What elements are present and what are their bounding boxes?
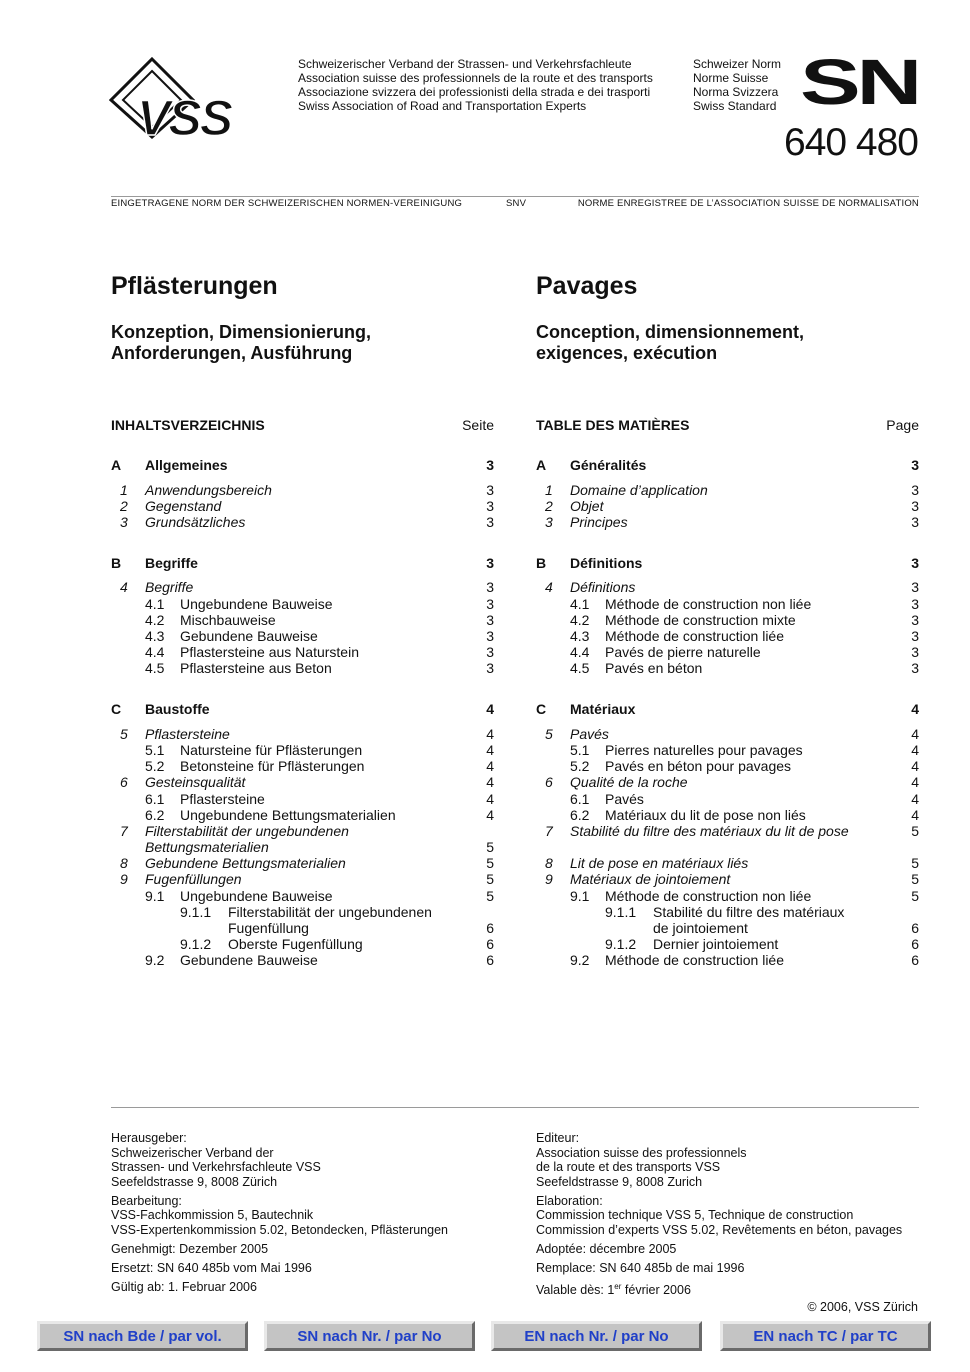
toc-page: 3 [911, 595, 919, 612]
imprint-group [536, 1261, 936, 1276]
toc-page: 3 [911, 611, 919, 628]
toc-entry-row[interactable] [536, 807, 919, 823]
org-line: Associazione svizzera dei professionisti della strada e dei trasporti [298, 85, 651, 99]
valid-from-line [536, 1280, 936, 1298]
imprint-line: de la route et des transports VSS [536, 1160, 721, 1175]
toc-spacer [111, 677, 494, 702]
toc-number: 6 [120, 774, 128, 791]
toc-title: Méthode de construction liée [605, 952, 784, 969]
title-fr: Pavages [536, 272, 638, 300]
toc-title: Principes [570, 514, 628, 531]
std-line: Swiss Standard [693, 99, 777, 113]
toc-title: Matériaux de jointoiement [570, 871, 731, 888]
toc-page: 3 [486, 554, 494, 571]
toc-number: 7 [120, 822, 128, 839]
page-label: Seite [462, 417, 494, 433]
toc-number: 5.2 [145, 758, 165, 775]
org-line: Association suisse des professionnels de la route et des transports [298, 71, 653, 85]
imprint-line: Elaboration: [536, 1193, 603, 1208]
toc-page: 5 [911, 871, 919, 888]
toc-number: 9.2 [570, 952, 590, 969]
toc-page: 4 [486, 741, 494, 758]
toc-title: Baustoffe [145, 701, 210, 718]
toc-page: 4 [486, 790, 494, 807]
toc-number: 2 [120, 497, 128, 514]
sn-logo-text: SN [800, 56, 918, 108]
toc-page: 4 [486, 725, 494, 742]
toc-number: 4.4 [145, 644, 165, 661]
toc-page: 5 [911, 887, 919, 904]
vss-logo-text: VSS [137, 90, 232, 139]
toc-page: 4 [486, 806, 494, 823]
toc-page: 4 [911, 774, 919, 791]
toc-entry-row[interactable] [111, 482, 494, 498]
toc-number: 9.1 [145, 887, 165, 904]
toc-number: 4.5 [145, 660, 165, 677]
std-line: Norma Svizzera [693, 85, 779, 99]
nav-en-by-tc-button[interactable]: EN nach TC / par TC [720, 1321, 931, 1351]
toc-number: 9 [120, 871, 128, 888]
toc-entry-row[interactable] [536, 871, 919, 887]
toc-entry-row[interactable] [536, 936, 919, 952]
toc-page: 4 [911, 806, 919, 823]
toc-title: Méthode de construction mixte [605, 611, 796, 628]
imprint-line: Herausgeber: [111, 1131, 187, 1145]
toc-title: Oberste Fugenfüllung [228, 936, 363, 953]
toc-label: INHALTSVERZEICHNIS [111, 417, 265, 433]
toc-number: C [111, 701, 122, 718]
toc-page: 3 [911, 554, 919, 571]
toc-spacer [536, 677, 919, 702]
toc-title: Anwendungsbereich [145, 481, 272, 498]
toc-title: Begriffe [145, 579, 194, 596]
toc-number: 5.1 [145, 741, 165, 758]
toc-title: Ungebundene Bauweise [180, 595, 333, 612]
toc-section-row[interactable] [111, 555, 494, 571]
toc-page: 3 [486, 628, 494, 644]
toc-entry-row[interactable] [536, 774, 919, 790]
toc-title: Pflastersteine aus Beton [180, 660, 332, 677]
copyright: © 2006, VSS Zürich [807, 1300, 918, 1314]
toc-number: 4.2 [145, 611, 165, 628]
toc-page: 3 [486, 457, 494, 473]
nav-sn-by-number-button[interactable]: SN nach Nr. / par No [264, 1321, 475, 1351]
toc-entry-row[interactable] [536, 514, 919, 530]
toc-title: Généralités [570, 457, 647, 473]
toc-page: 5 [486, 855, 494, 872]
imprint-line: Adoptée: décembre 2005 [536, 1242, 677, 1257]
toc-entry-row[interactable] [111, 644, 494, 660]
toc-title: Pflastersteine [145, 725, 230, 742]
imprint-group [536, 1242, 936, 1257]
toc-title: Bettungsmaterialien [145, 839, 269, 856]
toc-number: 7 [545, 822, 553, 839]
toc-entry-row[interactable] [111, 742, 494, 758]
registration-de: EINGETRAGENE NORM DER SCHWEIZERISCHEN NORMEN-VEREINIGUNG [111, 198, 463, 209]
toc-spacer [111, 717, 494, 726]
toc-number: A [111, 457, 122, 473]
toc-number: 4.5 [570, 660, 590, 677]
toc-spacer [536, 839, 919, 855]
toc-page: 4 [911, 741, 919, 758]
toc-entry-row[interactable] [111, 758, 494, 774]
toc-number: 4 [120, 579, 128, 596]
toc-entry-row[interactable] [111, 774, 494, 790]
toc-page: 3 [486, 579, 494, 596]
toc-page: 3 [911, 644, 919, 661]
toc-page: 5 [486, 839, 494, 856]
imprint-line: Remplace: SN 640 485b de mai 1996 [536, 1261, 745, 1276]
toc-entry-row[interactable] [536, 644, 919, 660]
toc-spacer [536, 473, 919, 482]
toc-title: Pierres naturelles pour pavages [605, 741, 803, 758]
toc-title: Pavés [570, 725, 609, 742]
toc-spacer [536, 571, 919, 580]
toc-number: 9.1.1 [605, 903, 637, 920]
toc-title: Mischbauweise [180, 611, 276, 628]
toc-number: 5.1 [570, 741, 590, 758]
toc-title: Pavés en béton pour pavages [605, 758, 792, 775]
toc-entry-row[interactable] [536, 660, 919, 676]
footer-divider [111, 1107, 919, 1108]
toc-fr [536, 417, 919, 969]
toc-entry-row[interactable] [536, 612, 919, 628]
standard-type-labels [693, 57, 781, 113]
toc-entry-row[interactable] [111, 952, 494, 968]
toc-entry-row[interactable] [536, 628, 919, 644]
toc-page: 4 [911, 758, 919, 775]
toc-number: 4.1 [570, 595, 590, 612]
toc-title: Méthode de construction non liée [605, 887, 812, 904]
toc-title: Pflastersteine aus Naturstein [180, 644, 359, 661]
toc-de [111, 417, 494, 969]
toc-number: 5 [545, 725, 553, 742]
toc-label: TABLE DES MATIÈRES [536, 417, 690, 433]
toc-page: 4 [486, 774, 494, 791]
toc-number: 4 [545, 579, 553, 596]
sn-logo [800, 56, 920, 113]
std-line: Schweizer Norm [693, 57, 782, 71]
toc-page: 6 [486, 920, 494, 936]
toc-title: Qualité de la roche [570, 774, 688, 791]
toc-entry-row[interactable] [111, 660, 494, 676]
header-divider [111, 196, 919, 197]
toc-entry-row[interactable] [536, 904, 919, 920]
toc-entry-row[interactable] [536, 726, 919, 742]
toc-page: 3 [486, 514, 494, 531]
toc-title: Natursteine für Pflästerungen [180, 741, 363, 758]
toc-title: Pavés en béton [605, 660, 703, 677]
toc-section-row[interactable] [111, 457, 494, 473]
toc-number: B [536, 554, 547, 571]
nav-sn-by-volume-button[interactable]: SN nach Bde / par vol. [37, 1321, 248, 1351]
toc-entry-row[interactable] [111, 579, 494, 595]
toc-page: 3 [486, 611, 494, 628]
toc-number: 6.1 [570, 790, 590, 807]
imprint-line: Association suisse des professionnels [536, 1145, 747, 1160]
toc-page: 4 [911, 701, 919, 718]
toc-title: Filterstabilität der ungebundenen [228, 903, 432, 920]
toc-title: Stabilité du filtre des matériaux du lit de pose [570, 822, 849, 839]
toc-title: Gebundene Bauweise [180, 952, 318, 969]
toc-section-row[interactable] [536, 555, 919, 571]
toc-page: 4 [911, 725, 919, 742]
imprint-line: VSS-Fachkommission 5, Bautechnik [111, 1208, 314, 1223]
toc-page: 3 [911, 497, 919, 514]
toc-title: Gebundene Bauweise [180, 628, 318, 644]
toc-page: 3 [486, 595, 494, 612]
registration-fr: NORME ENREGISTREE DE L’ASSOCIATION SUISSE DE NORMALISATION [577, 198, 919, 209]
toc-number: 1 [545, 481, 553, 498]
toc-title: Dernier jointoiement [653, 936, 779, 953]
toc-spacer [111, 530, 494, 555]
toc-page: 4 [911, 790, 919, 807]
toc-number: 9 [545, 871, 553, 888]
subtitle-line: exigences, exécution [536, 343, 718, 363]
toc-entry-row[interactable] [111, 839, 494, 855]
toc-entry-row[interactable] [111, 726, 494, 742]
toc-page: 3 [486, 660, 494, 677]
subtitle-line: Conception, dimensionnement, [536, 322, 805, 342]
toc-spacer [111, 571, 494, 580]
toc-title: Begriffe [145, 554, 198, 571]
toc-number: 3 [545, 514, 553, 531]
toc-number: B [111, 554, 122, 571]
toc-title: Fugenfüllung [228, 920, 309, 936]
toc-number: 6.1 [145, 790, 165, 807]
toc-spacer [536, 530, 919, 555]
toc-entry-row[interactable] [536, 888, 919, 904]
toc-number: 6.2 [145, 806, 165, 823]
toc-page: 3 [486, 644, 494, 661]
valid-prefix: Valable dès: 1 [536, 1283, 615, 1298]
imprint-line: VSS-Expertenkommission 5.02, Betondecken, Pflästerungen [111, 1223, 448, 1238]
toc-entry-row[interactable] [111, 888, 494, 904]
imprint-group [111, 1280, 511, 1295]
subtitle-line: Konzeption, Dimensionierung, [111, 322, 371, 342]
toc-number: 9.1 [570, 887, 590, 904]
imprint-group [536, 1194, 936, 1238]
toc-number: 3 [120, 514, 128, 531]
toc-page: 5 [911, 855, 919, 872]
imprint-group [111, 1194, 511, 1238]
toc-page: 3 [911, 660, 919, 677]
toc-entry-row[interactable] [536, 823, 919, 839]
toc-spacer [111, 473, 494, 482]
toc-entry-row[interactable] [536, 596, 919, 612]
imprint-line: Ersetzt: SN 640 485b vom Mai 1996 [111, 1261, 312, 1276]
imprint-group [536, 1131, 936, 1189]
standard-number: 640 480 [784, 121, 918, 164]
toc-number: 4.1 [145, 595, 165, 612]
page-label: Page [886, 417, 919, 433]
toc-number: 9.2 [145, 952, 165, 969]
toc-title: Méthode de construction liée [605, 628, 784, 644]
toc-title: Ungebundene Bettungsmaterialien [180, 806, 396, 823]
toc-entry-row[interactable] [536, 579, 919, 595]
imprint-group [111, 1242, 511, 1257]
toc-page: 3 [486, 497, 494, 514]
imprint-group [111, 1261, 511, 1276]
toc-entry-row[interactable] [111, 791, 494, 807]
toc-page: 5 [911, 822, 919, 839]
toc-entry-row[interactable] [536, 920, 919, 936]
toc-number: 6.2 [570, 806, 590, 823]
toc-number: 9.1.1 [180, 903, 212, 920]
toc-entry-row[interactable] [111, 596, 494, 612]
toc-title: Pflastersteine [180, 790, 265, 807]
toc-title: Lit de pose en matériaux liés [570, 855, 749, 872]
toc-title: Ungebundene Bauweise [180, 887, 333, 904]
title-de: Pflästerungen [111, 272, 278, 300]
imprint-line: Seefeldstrasse 9, 8008 Zürich [111, 1174, 278, 1189]
toc-entry-row[interactable] [536, 498, 919, 514]
toc-entry-row[interactable] [536, 758, 919, 774]
toc-page: 5 [486, 871, 494, 888]
valid-suffix: février 2006 [621, 1283, 691, 1298]
toc-entry-row[interactable] [111, 514, 494, 530]
org-line: Schweizerischer Verband der Strassen- und Verkehrsfachleute [298, 57, 632, 71]
toc-page: 3 [486, 481, 494, 498]
imprint-line: Bearbeitung: [111, 1193, 182, 1208]
toc-page: 3 [911, 457, 919, 473]
toc-title: Pavés de pierre naturelle [605, 644, 761, 661]
toc-title: Filterstabilität der ungebundenen [145, 822, 349, 839]
imprint-line: Schweizerischer Verband der [111, 1145, 274, 1160]
toc-page: 6 [486, 952, 494, 969]
toc-title: Pavés [605, 790, 644, 807]
toc-number: 2 [545, 497, 553, 514]
toc-entry-row[interactable] [536, 482, 919, 498]
valid-sup: er [614, 1282, 622, 1292]
std-line: Norme Suisse [693, 71, 769, 85]
toc-number: 4.4 [570, 644, 590, 661]
imprint-line: Commission technique VSS 5, Technique de construction [536, 1208, 854, 1223]
subtitle-de [111, 322, 371, 364]
toc-entry-row[interactable] [536, 855, 919, 871]
toc-number: 4.2 [570, 611, 590, 628]
toc-section-row[interactable] [111, 701, 494, 717]
toc-number: 6 [545, 774, 553, 791]
subtitle-line: Anforderungen, Ausführung [111, 343, 353, 363]
toc-header [536, 417, 919, 433]
imprint-group [111, 1131, 511, 1189]
toc-number: 5.2 [570, 758, 590, 775]
registration-snv: SNV [506, 198, 527, 209]
toc-entry-row[interactable] [111, 612, 494, 628]
toc-entry-row[interactable] [111, 936, 494, 952]
toc-page: 6 [911, 952, 919, 969]
toc-entry-row[interactable] [536, 952, 919, 968]
toc-page: 4 [486, 758, 494, 775]
toc-page: 6 [911, 920, 919, 936]
toc-title: Domaine d’application [570, 481, 708, 498]
toc-title: Méthode de construction non liée [605, 595, 812, 612]
imprint-line: Editeur: [536, 1131, 580, 1145]
toc-title: Allgemeines [145, 457, 228, 473]
toc-section-row[interactable] [536, 457, 919, 473]
toc-entry-row[interactable] [536, 791, 919, 807]
toc-list [536, 457, 919, 969]
toc-entry-row[interactable] [111, 871, 494, 887]
org-line: Swiss Association of Road and Transportation Experts [298, 99, 587, 113]
toc-title: Stabilité du filtre des matériaux [653, 903, 845, 920]
toc-list [111, 457, 494, 969]
toc-title: Objet [570, 497, 604, 514]
toc-number: 4.3 [145, 628, 165, 644]
toc-page: 3 [911, 481, 919, 498]
toc-number: 4.3 [570, 628, 590, 644]
toc-entry-row[interactable] [111, 807, 494, 823]
nav-en-by-number-button[interactable]: EN nach Nr. / par No [491, 1321, 702, 1351]
toc-entry-row[interactable] [536, 742, 919, 758]
toc-entry-row[interactable] [111, 855, 494, 871]
vss-logo [109, 57, 294, 144]
imprint-fr [536, 1131, 936, 1298]
toc-page: 6 [486, 936, 494, 953]
toc-entry-row[interactable] [111, 628, 494, 644]
toc-spacer [536, 717, 919, 726]
toc-number: 8 [120, 855, 128, 872]
toc-page: 6 [911, 936, 919, 953]
imprint-line: Commission d’experts VSS 5.02, Revêtements en béton, pavages [536, 1223, 903, 1238]
toc-title: Définitions [570, 554, 643, 571]
toc-section-row[interactable] [536, 701, 919, 717]
toc-page: 3 [911, 579, 919, 596]
toc-number: 9.1.2 [605, 936, 637, 953]
toc-title: Fugenfüllungen [145, 871, 242, 888]
toc-title: Gesteinsqualität [145, 774, 246, 791]
toc-entry-row[interactable] [111, 823, 494, 839]
toc-number: 5 [120, 725, 128, 742]
toc-header [111, 417, 494, 433]
toc-title: Gebundene Bettungsmaterialien [145, 855, 346, 872]
imprint-line: Strassen- und Verkehrsfachleute VSS [111, 1160, 321, 1175]
toc-title: Matériaux du lit de pose non liés [605, 806, 806, 823]
toc-number: 8 [545, 855, 553, 872]
toc-title: Grundsätzliches [145, 514, 246, 531]
toc-page: 5 [486, 887, 494, 904]
imprint-line: Genehmigt: Dezember 2005 [111, 1242, 269, 1257]
toc-page: 4 [486, 701, 494, 718]
toc-title: de jointoiement [653, 920, 748, 936]
imprint-line: Gültig ab: 1. Februar 2006 [111, 1280, 257, 1295]
toc-title: Gegenstand [145, 497, 222, 514]
subtitle-fr [536, 322, 804, 364]
toc-entry-row[interactable] [111, 920, 494, 936]
toc-number: C [536, 701, 547, 718]
toc-title: Définitions [570, 579, 636, 596]
imprint-de [111, 1131, 511, 1299]
toc-page: 3 [911, 628, 919, 644]
toc-number: A [536, 457, 547, 473]
toc-number: 9.1.2 [180, 936, 212, 953]
toc-title: Matériaux [570, 701, 636, 718]
toc-entry-row[interactable] [111, 498, 494, 514]
toc-number: 1 [120, 481, 128, 498]
toc-title: Betonsteine für Pflästerungen [180, 758, 365, 775]
toc-page: 3 [911, 514, 919, 531]
imprint-line: Seefeldstrasse 9, 8008 Zurich [536, 1174, 703, 1189]
organization-names [298, 57, 653, 113]
toc-entry-row[interactable] [111, 904, 494, 920]
